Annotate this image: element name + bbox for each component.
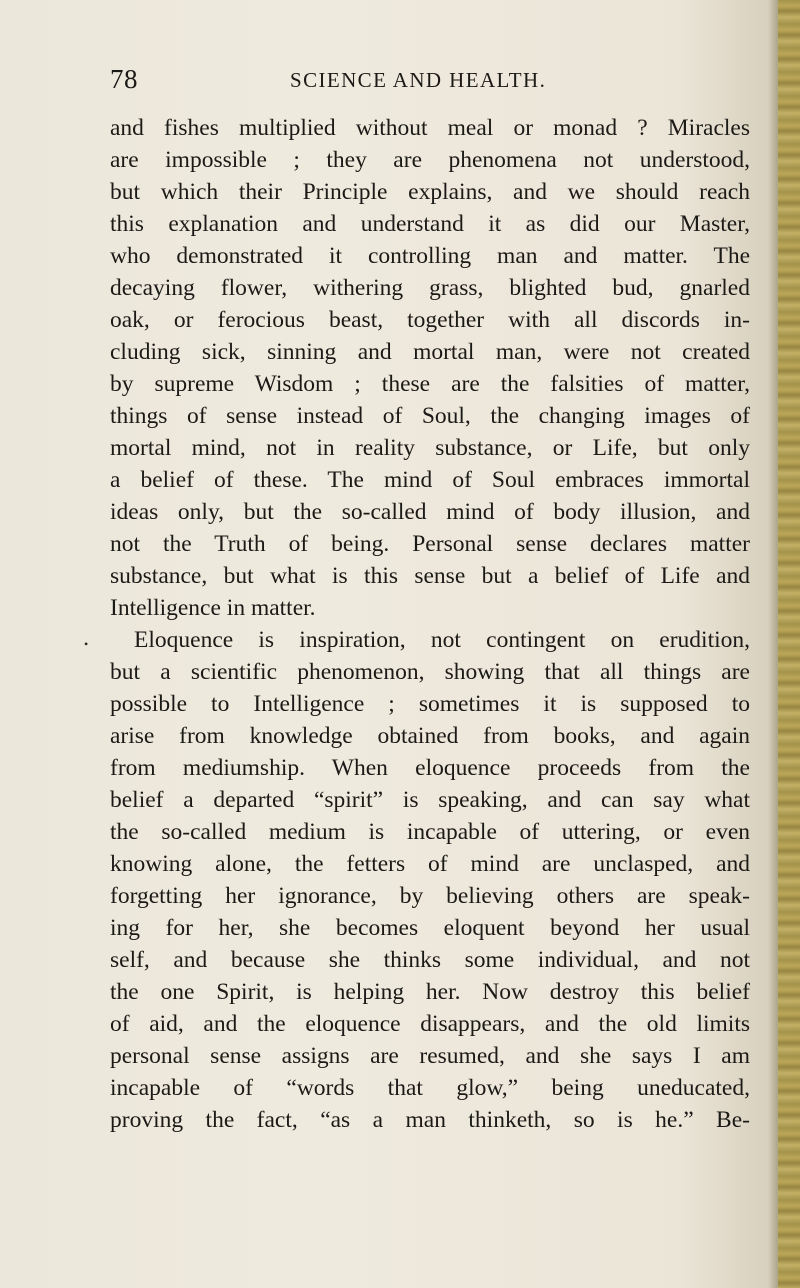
text-line: the so-called medium is incapable of uttering, or even bbox=[110, 819, 750, 845]
text-line: self, and because she thinks some individual, and not bbox=[110, 947, 750, 973]
text-line: but a scientific phenomenon, showing that all things are bbox=[110, 659, 750, 685]
text-line: from mediumship. When eloquence proceeds from the bbox=[110, 755, 750, 781]
text-line: knowing alone, the fetters of mind are unclasped, and bbox=[110, 851, 750, 877]
text-line: who demonstrated it controlling man and matter. The bbox=[110, 243, 750, 269]
text-line: personal sense assigns are resumed, and she says I am bbox=[110, 1043, 750, 1069]
text-line: are impossible ; they are phenomena not understood, bbox=[110, 147, 750, 173]
text-line: by supreme Wisdom ; these are the falsities of matter, bbox=[110, 371, 750, 397]
text-line: decaying flower, withering grass, blighted bud, gnarled bbox=[110, 275, 750, 301]
text-line: things of sense instead of Soul, the changing images of bbox=[110, 403, 750, 429]
text-line: not the Truth of being. Personal sense declares matter bbox=[110, 531, 750, 557]
text-line: possible to Intelligence ; sometimes it is supposed to bbox=[110, 691, 750, 717]
running-head bbox=[110, 64, 750, 100]
text-line: substance, but what is this sense but a belief of Life and bbox=[110, 563, 750, 589]
text-line: oak, or ferocious beast, together with all discords in- bbox=[110, 307, 750, 333]
text-line: ideas only, but the so-called mind of body illusion, and bbox=[110, 499, 750, 525]
running-title: SCIENCE AND HEALTH. bbox=[290, 68, 547, 92]
page-edge-shadow bbox=[768, 0, 778, 1288]
margin-bullet-mark: • bbox=[84, 637, 89, 651]
text-line: the one Spirit, is helping her. Now destroy this belief bbox=[110, 979, 750, 1005]
text-line: mortal mind, not in reality substance, or Life, but only bbox=[110, 435, 750, 461]
text-line: belief a departed “spirit” is speaking, and can say what bbox=[110, 787, 750, 813]
page-number: 78 bbox=[110, 64, 138, 94]
body-text bbox=[110, 112, 750, 1136]
text-line: and fishes multiplied without meal or monad ? Miracles bbox=[110, 115, 750, 141]
text-line: arise from knowledge obtained from books, and again bbox=[110, 723, 750, 749]
text-line: ing for her, she becomes eloquent beyond her usual bbox=[110, 915, 750, 941]
text-line: a belief of these. The mind of Soul embraces immortal bbox=[110, 467, 750, 493]
text-line: incapable of “words that glow,” being uneducated, bbox=[110, 1075, 750, 1101]
text-line: of aid, and the eloquence disappears, and the old limits bbox=[110, 1011, 750, 1037]
text-line: but which their Principle explains, and we should reach bbox=[110, 179, 750, 205]
text-line: cluding sick, sinning and mortal man, were not created bbox=[110, 339, 750, 365]
paragraph-end-line: Intelligence in matter. bbox=[110, 595, 316, 621]
text-line: this explanation and understand it as did our Master, bbox=[110, 211, 750, 237]
text-line: proving the fact, “as a man thinketh, so is he.” Be- bbox=[110, 1107, 750, 1133]
paragraph-start-line: Eloquence is inspiration, not contingent on erudition, bbox=[134, 627, 750, 653]
gilt-page-edge bbox=[778, 0, 800, 1288]
text-line: forgetting her ignorance, by believing others are speak- bbox=[110, 883, 750, 909]
